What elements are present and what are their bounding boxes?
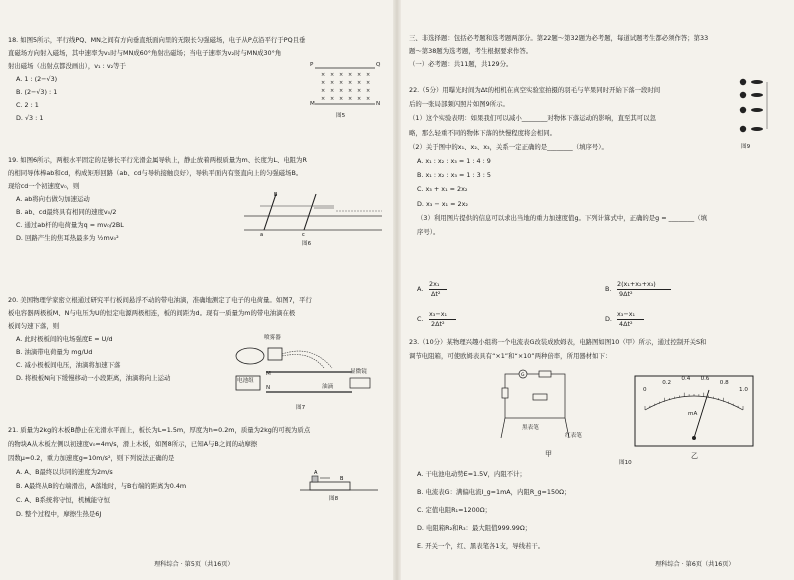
fig7-label-battery: 电池组	[237, 378, 254, 384]
q20-line: D. 将极板N向下缓慢移动一小段距离，油滴将向上运动	[16, 374, 171, 382]
field-x-mark: ×	[357, 72, 362, 78]
q19-line: 现给cd一个初速度v₀，则	[8, 182, 80, 190]
left-footer: 理科综合 · 第5页（共16页）	[154, 561, 234, 568]
fig7-label-m: M	[266, 371, 271, 377]
q22-line: （3）利用图片提供的信息可以求出当地的重力加速度值g。下列计算式中，正确的是g = ________（填	[417, 213, 708, 222]
svg-text:B: B	[340, 476, 344, 482]
formula-label: D.	[605, 315, 612, 323]
formula-numerator: 2x₁	[429, 280, 440, 288]
formula-denominator: 2Δt²	[431, 320, 445, 328]
field-x-mark: ×	[339, 72, 344, 78]
meter-tick-label: 0.6	[700, 375, 710, 382]
field-x-mark: ×	[330, 96, 335, 102]
field-x-mark: ×	[321, 72, 326, 78]
field-x-mark: ×	[339, 96, 344, 102]
q18-line: D. √3 : 1	[16, 114, 44, 122]
fig7-label-droplet: 油滴	[322, 384, 334, 390]
q18-line: 射出磁场（出射点都没画出），v₁ : v₂等于	[8, 62, 126, 70]
figure-7-millikan	[232, 334, 382, 400]
q21-line: C. A、B系统将守恒，机械能守恒	[16, 496, 110, 504]
svg-text:G: G	[521, 373, 525, 378]
right-page	[405, 8, 790, 572]
svg-text:a: a	[260, 232, 264, 238]
q22-line: 序号）。	[417, 228, 440, 236]
field-x-mark: ×	[321, 88, 326, 94]
q23-item-line: B. 电流表G：满偏电流I_g=1mA，内阻R_g=150Ω；	[417, 488, 571, 496]
fig8-caption: 图8	[329, 496, 339, 502]
q21-line: 21. 质量为2kg的木板B静止在光滑水平面上，板长为L=1.5m，厚度为h=0.2m，质量为2kg的可视为质点	[8, 426, 311, 434]
fig5-label-q: Q	[376, 62, 381, 68]
field-x-mark: ×	[339, 88, 344, 94]
svg-text:A: A	[314, 470, 318, 476]
q20-line: C. 减小极板间电压，油滴将加速下落	[16, 361, 121, 369]
field-x-mark: ×	[366, 88, 371, 94]
field-x-mark: ×	[357, 80, 362, 86]
fig5-label-p: P	[310, 62, 314, 68]
field-x-mark: ×	[348, 96, 353, 102]
meter-tick-label: 0	[643, 387, 647, 393]
formula-numerator: x₃−x₁	[429, 310, 448, 318]
intro-line: 三、非选择题：包括必考题和选考题两部分。第22题～第32题为必考题，每道试题考生都必须作答；第33	[409, 34, 709, 42]
formula-numerator: x₃−x₁	[617, 310, 636, 318]
formula-label: C.	[417, 315, 424, 323]
field-x-mark: ×	[366, 80, 371, 86]
fig6-caption: 图6	[302, 241, 312, 247]
formula-denominator: Δt²	[431, 290, 441, 298]
fig10-jia: 甲	[545, 450, 552, 458]
q19-line: C. 通过ab杆的电荷量为q = mv₀/2BL	[16, 221, 124, 229]
q22-line: 后的一张局部频闪照片如图9所示。	[409, 100, 509, 109]
q19-line: A. ab将向右做匀加速运动	[16, 195, 90, 203]
fig7-caption: 图7	[296, 405, 306, 411]
q23-item-line: E. 开关一个，红、黑表笔各1支，导线若干。	[417, 542, 545, 550]
q21-line: 因数μ=0.2，重力加速度g=10m/s²，则下列说法正确的是	[8, 454, 175, 462]
field-x-mark: ×	[348, 72, 353, 78]
q21-line: B. A最终从B的右端滑出，A落地时，与B右端的距离为0.4m	[16, 482, 187, 490]
figure-9-strobe-photo	[723, 76, 783, 138]
intro-line: （一）必考题：共11题，共129分。	[409, 60, 513, 68]
q22-line: （2）关于图中的x₁、x₂、x₃，关系一定正确的是________（填序号）。	[409, 142, 608, 151]
field-x-mark: ×	[330, 72, 335, 78]
fig10-meter-unit: mA	[688, 411, 698, 417]
svg-text:B: B	[274, 192, 278, 198]
fig5-label-n: N	[376, 101, 381, 107]
q23-line: 调节电阻箱，可使欧姆表具有“×1”和“×10”两种倍率，所用器材如下：	[409, 352, 612, 360]
fig9-caption: 图9	[741, 144, 751, 150]
q20-line: A. 此时极板间的电场强度E = U/d	[16, 335, 113, 343]
q18-line: 直磁场方向射入磁场，其中速率为v₁时与MN成60°角射出磁场；当电子速率为v₂时与MN成30°角	[8, 49, 282, 57]
fig10-black-pen: 黑表笔	[522, 425, 539, 431]
q23-item-line: C. 定值电阻R₁=1200Ω；	[417, 506, 491, 514]
q23-item-line: A. 干电池电动势E=1.5V，内阻不计；	[417, 470, 526, 478]
q22-line: 略，那么轻重不同的物体下落的快慢程度将会相同。	[409, 128, 556, 137]
q22-line: （1）这个实验表明：如果我们可以减小________对物体下落运动的影响，直至其可以忽	[409, 114, 656, 123]
fig10-red-pen: 红表笔	[565, 433, 582, 439]
page-fold	[393, 0, 401, 580]
figure-6-rails	[244, 186, 384, 236]
q18-line: B. (2−√3) : 1	[16, 88, 58, 96]
field-x-mark: ×	[339, 80, 344, 86]
q22-line: A. x₁ : x₂ : x₃ = 1 : 4 : 9	[417, 157, 491, 165]
q23-item-line: D. 电阻箱R₂和R₃：最大阻值999.99Ω；	[417, 524, 532, 532]
fig5-caption: 图5	[336, 113, 346, 119]
field-x-mark: ×	[357, 96, 362, 102]
q20-line: B. 油滴带电荷量为 mg/Ud	[16, 348, 93, 356]
formula-denominator: 9Δt²	[619, 290, 633, 298]
field-x-mark: ×	[321, 80, 326, 86]
field-x-mark: ×	[321, 96, 326, 102]
field-x-mark: ×	[330, 88, 335, 94]
field-x-mark: ×	[348, 80, 353, 86]
q22-line: C. x₃ + x₁ = 2x₂	[417, 185, 468, 194]
formula-numerator: 2(x₁+x₂+x₃)	[617, 280, 656, 288]
meter-tick-label: 0.8	[719, 379, 729, 386]
q20-line: 板电容器两极板M、N与电压为U的恒定电源两极相连，板的间距为d。现有一质量为m的带电油滴在极	[8, 309, 296, 317]
q18-line: C. 2 : 1	[16, 101, 39, 109]
q19-line: B. ab、cd最终具有相同的速度v₀/2	[16, 208, 117, 216]
q20-line: 20. 美国物理学家密立根通过研究平行板间悬浮不动的带电油滴，准确地测定了电子的电荷量。如图7，平行	[8, 296, 312, 304]
formula-denominator: 4Δt²	[619, 320, 633, 328]
q21-line: D. 整个过程中，摩擦生热是6J	[16, 510, 102, 518]
meter-tick-label: 0.4	[681, 375, 691, 382]
fig7-label-n: N	[266, 385, 271, 391]
q19-line: 的相同导体棒ab和cd，构成矩形回路（ab、cd与导轨接触良好），导轨平面内有竖直向上的匀强磁场B。	[8, 169, 303, 177]
q18-line: 18. 如图5所示，平行线PQ、MN之间有方向垂直纸面向里的无限长匀强磁场，电子从P点沿平行于PQ且垂	[8, 36, 306, 44]
fig5-label-m: M	[310, 101, 315, 107]
q20-line: 板间匀速下落，则	[8, 322, 60, 330]
fig10-yi: 乙	[691, 452, 698, 460]
left-page	[4, 8, 389, 572]
formula-label: A.	[417, 285, 424, 293]
q22-line: 22.（5分）用曝光时间为Δt的相机在真空实验室拍摄的羽毛与苹果同时开始下落一段时间	[409, 86, 661, 94]
intro-line: 题～第38题为选考题，考生根据要求作答。	[409, 47, 533, 55]
figure-5-magnetic-field	[309, 64, 379, 114]
q21-line: A. A、B最终以共同的速度为2m/s	[16, 468, 113, 476]
fig7-label-sprayer: 喷雾器	[264, 335, 281, 341]
q19-line: D. 回路产生的焦耳热最多为 ½mv₀²	[16, 234, 119, 242]
fig10-caption: 图10	[619, 460, 632, 466]
q21-line: 的物块A从木板左侧以初速度v₀=4m/s，滑上木板，如图8所示，已知A与B之间的动摩擦	[8, 440, 258, 448]
formula-label: B.	[605, 285, 612, 293]
fig7-label-microscope: 显微镜	[350, 369, 367, 375]
q18-line: A. 1 : (2−√3)	[16, 75, 58, 83]
field-x-mark: ×	[366, 96, 371, 102]
field-x-mark: ×	[348, 88, 353, 94]
q22-line: D. x₃ − x₁ = 2x₂	[417, 199, 468, 208]
figure-8-board-block	[300, 470, 380, 494]
q23-line: 23.（10分）某物理兴趣小组将一个电流表G改装成欧姆表，电路图如图10（甲）所示，通过控制开关S和	[409, 338, 707, 346]
right-footer: 理科综合 · 第6页（共16页）	[655, 561, 735, 568]
field-x-mark: ×	[330, 80, 335, 86]
q22-line: B. x₁ : x₂ : x₃ = 1 : 3 : 5	[417, 171, 491, 180]
meter-tick-label: 0.2	[662, 379, 672, 386]
field-x-mark: ×	[366, 72, 371, 78]
field-x-mark: ×	[357, 88, 362, 94]
meter-tick-label: 1.0	[739, 387, 748, 393]
svg-text:c: c	[302, 232, 305, 238]
q19-line: 19. 如图6所示，两根水平固定的足够长平行光滑金属导轨上，静止放着两根质量为m、长度为L、电阻为R	[8, 156, 307, 164]
